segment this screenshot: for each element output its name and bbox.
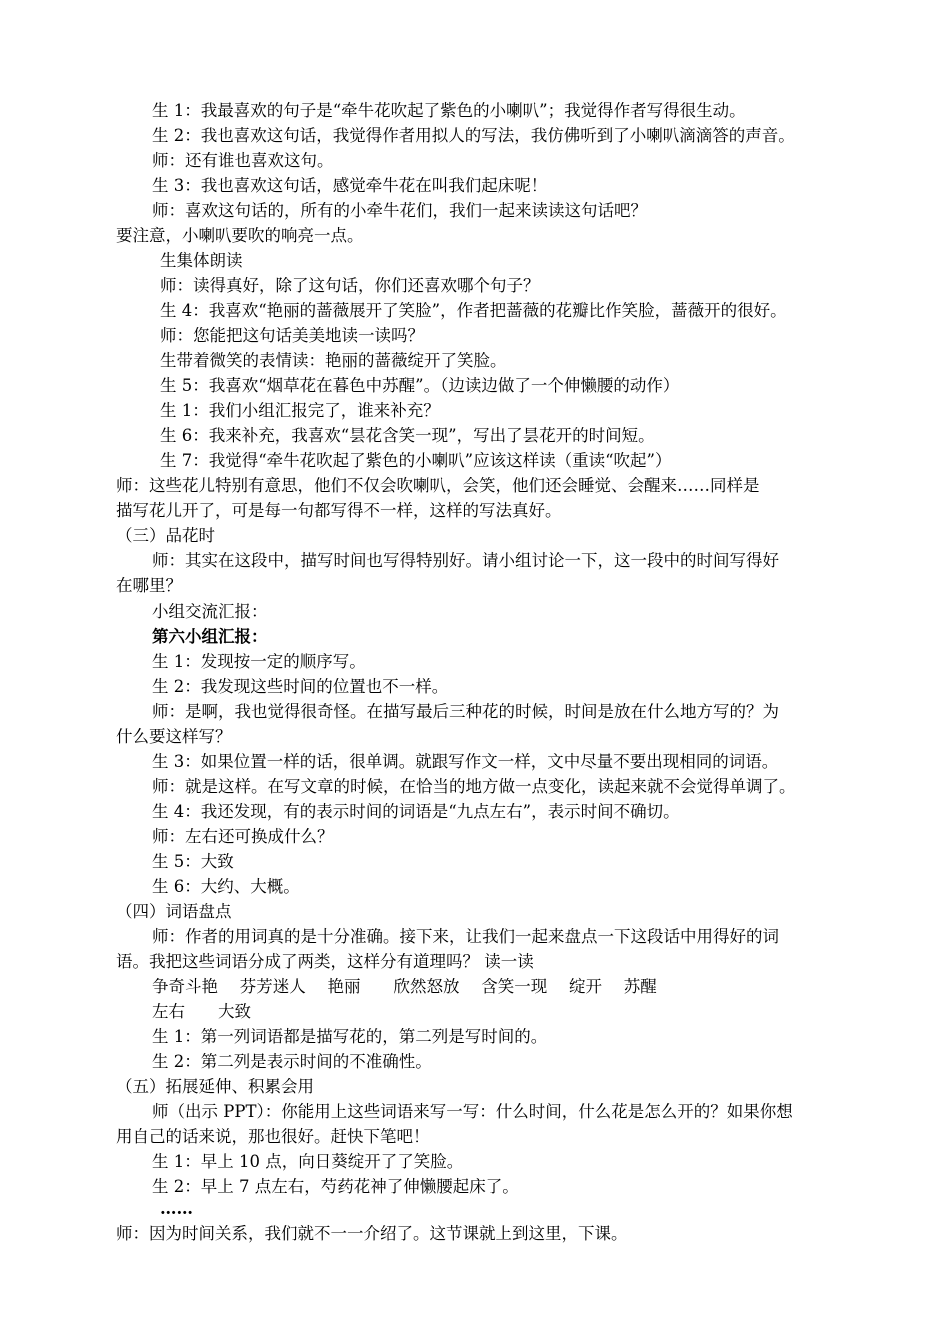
text-line: 生 4：我喜欢“艳丽的蔷薇展开了笑脸”，作者把蔷薇的花瓣比作笑脸，蔷薇开的很好。: [160, 301, 787, 320]
text-line: 生带着微笑的表情读：艳丽的蔷薇绽开了笑脸。: [160, 351, 507, 370]
word-list: 左右 大致: [152, 1002, 251, 1021]
text-line: 师（出示 PPT）：你能用上这些词语来写一写：什么时间，什么花是怎么开的？如果你想: [152, 1102, 793, 1121]
text-line: 师：其实在这段中，描写时间也写得特别好。请小组讨论一下，这一段中的时间写得好: [152, 551, 779, 570]
text-line: 描写花儿开了，可是每一句都写得不一样，这样的写法真好。: [116, 501, 562, 520]
text-line: 师：因为时间关系，我们就不一一介绍了。这节课就上到这里，下课。: [116, 1224, 628, 1243]
text-line: 生集体朗读: [160, 251, 243, 270]
text-line: 生 1：我最喜欢的句子是“牵牛花吹起了紫色的小喇叭”；我觉得作者写得很生动。: [152, 101, 746, 120]
text-line: 生 7：我觉得“牵牛花吹起了紫色的小喇叭”应该这样读（重读“吹起”）: [160, 451, 672, 470]
text-line: 师：读得真好，除了这句话，你们还喜欢哪个句子？: [160, 276, 540, 295]
text-line: 什么要这样写？: [116, 727, 232, 746]
text-line: 师：您能把这句话美美地读一读吗？: [160, 326, 424, 345]
text-line: 师：是啊，我也觉得很奇怪。在描写最后三种花的时候，时间是放在什么地方写的？为: [152, 702, 779, 721]
text-line: 生 1：早上 10 点，向日葵绽开了了笑脸。: [152, 1152, 464, 1171]
text-line: 语。我把这些词语分成了两类，这样分有道理吗？ 读一读: [116, 952, 534, 971]
section-heading: （四）词语盘点: [116, 902, 232, 921]
text-line: 生 1：我们小组汇报完了，谁来补充？: [160, 401, 440, 420]
text-line: 师：喜欢这句话的，所有的小牵牛花们，我们一起来读读这句话吧？: [152, 201, 647, 220]
text-line: 要注意，小喇叭要吹的响亮一点。: [116, 226, 364, 245]
text-line: 师：作者的用词真的是十分准确。接下来，让我们一起来盘点一下这段话中用得好的词: [152, 927, 779, 946]
text-line: 师：这些花儿特别有意思，他们不仅会吹喇叭，会笑，他们还会睡觉、会醒来……同样是: [116, 476, 760, 495]
text-line: 师：还有谁也喜欢这句。: [152, 151, 334, 170]
section-heading: （三）品花时: [116, 526, 215, 545]
text-line: 师：左右还可换成什么？: [152, 827, 334, 846]
text-line: 生 2：我也喜欢这句话，我觉得作者用拟人的写法，我仿佛听到了小喇叭滴滴答的声音。: [152, 126, 795, 145]
text-line: 生 6：我来补充，我喜欢“昙花含笑一现”，写出了昙花开的时间短。: [160, 426, 655, 445]
section-heading: （五）拓展延伸、积累会用: [116, 1077, 314, 1096]
text-line: 用自己的话来说，那也很好。赶快下笔吧！: [116, 1127, 430, 1146]
text-line: 生 2：早上 7 点左右，芍药花神了伸懒腰起床了。: [152, 1177, 519, 1196]
text-line: 生 6：大约、大概。: [152, 877, 300, 896]
group-heading: 第六小组汇报：: [152, 627, 268, 646]
text-line: 生 1：第一列词语都是描写花的，第二列是写时间的。: [152, 1027, 548, 1046]
text-line: 生 5：大致: [152, 852, 234, 871]
text-line: 生 5：我喜欢“烟草花在暮色中苏醒”。（边读边做了一个伸懒腰的动作）: [160, 376, 680, 395]
text-line: 生 4：我还发现，有的表示时间的词语是“九点左右”，表示时间不确切。: [152, 802, 680, 821]
text-line: 生 1：发现按一定的顺序写。: [152, 652, 366, 671]
text-line: 在哪里？: [116, 576, 182, 595]
text-line: 小组交流汇报：: [152, 602, 268, 621]
text-line: 生 2：第二列是表示时间的不准确性。: [152, 1052, 432, 1071]
text-line: 生 3：如果位置一样的话，很单调。就跟写作文一样，文中尽量不要出现相同的词语。: [152, 752, 779, 771]
word-list: 争奇斗艳 芬芳迷人 艳丽 欣然怒放 含笑一现 绽开 苏醒: [152, 977, 657, 996]
text-line: 生 3：我也喜欢这句话，感觉牵牛花在叫我们起床呢！: [152, 176, 548, 195]
text-line: 师：就是这样。在写文章的时候，在恰当的地方做一点变化，读起来就不会觉得单调了。: [152, 777, 796, 796]
ellipsis: ……: [160, 1199, 193, 1218]
text-line: 生 2：我发现这些时间的位置也不一样。: [152, 677, 449, 696]
